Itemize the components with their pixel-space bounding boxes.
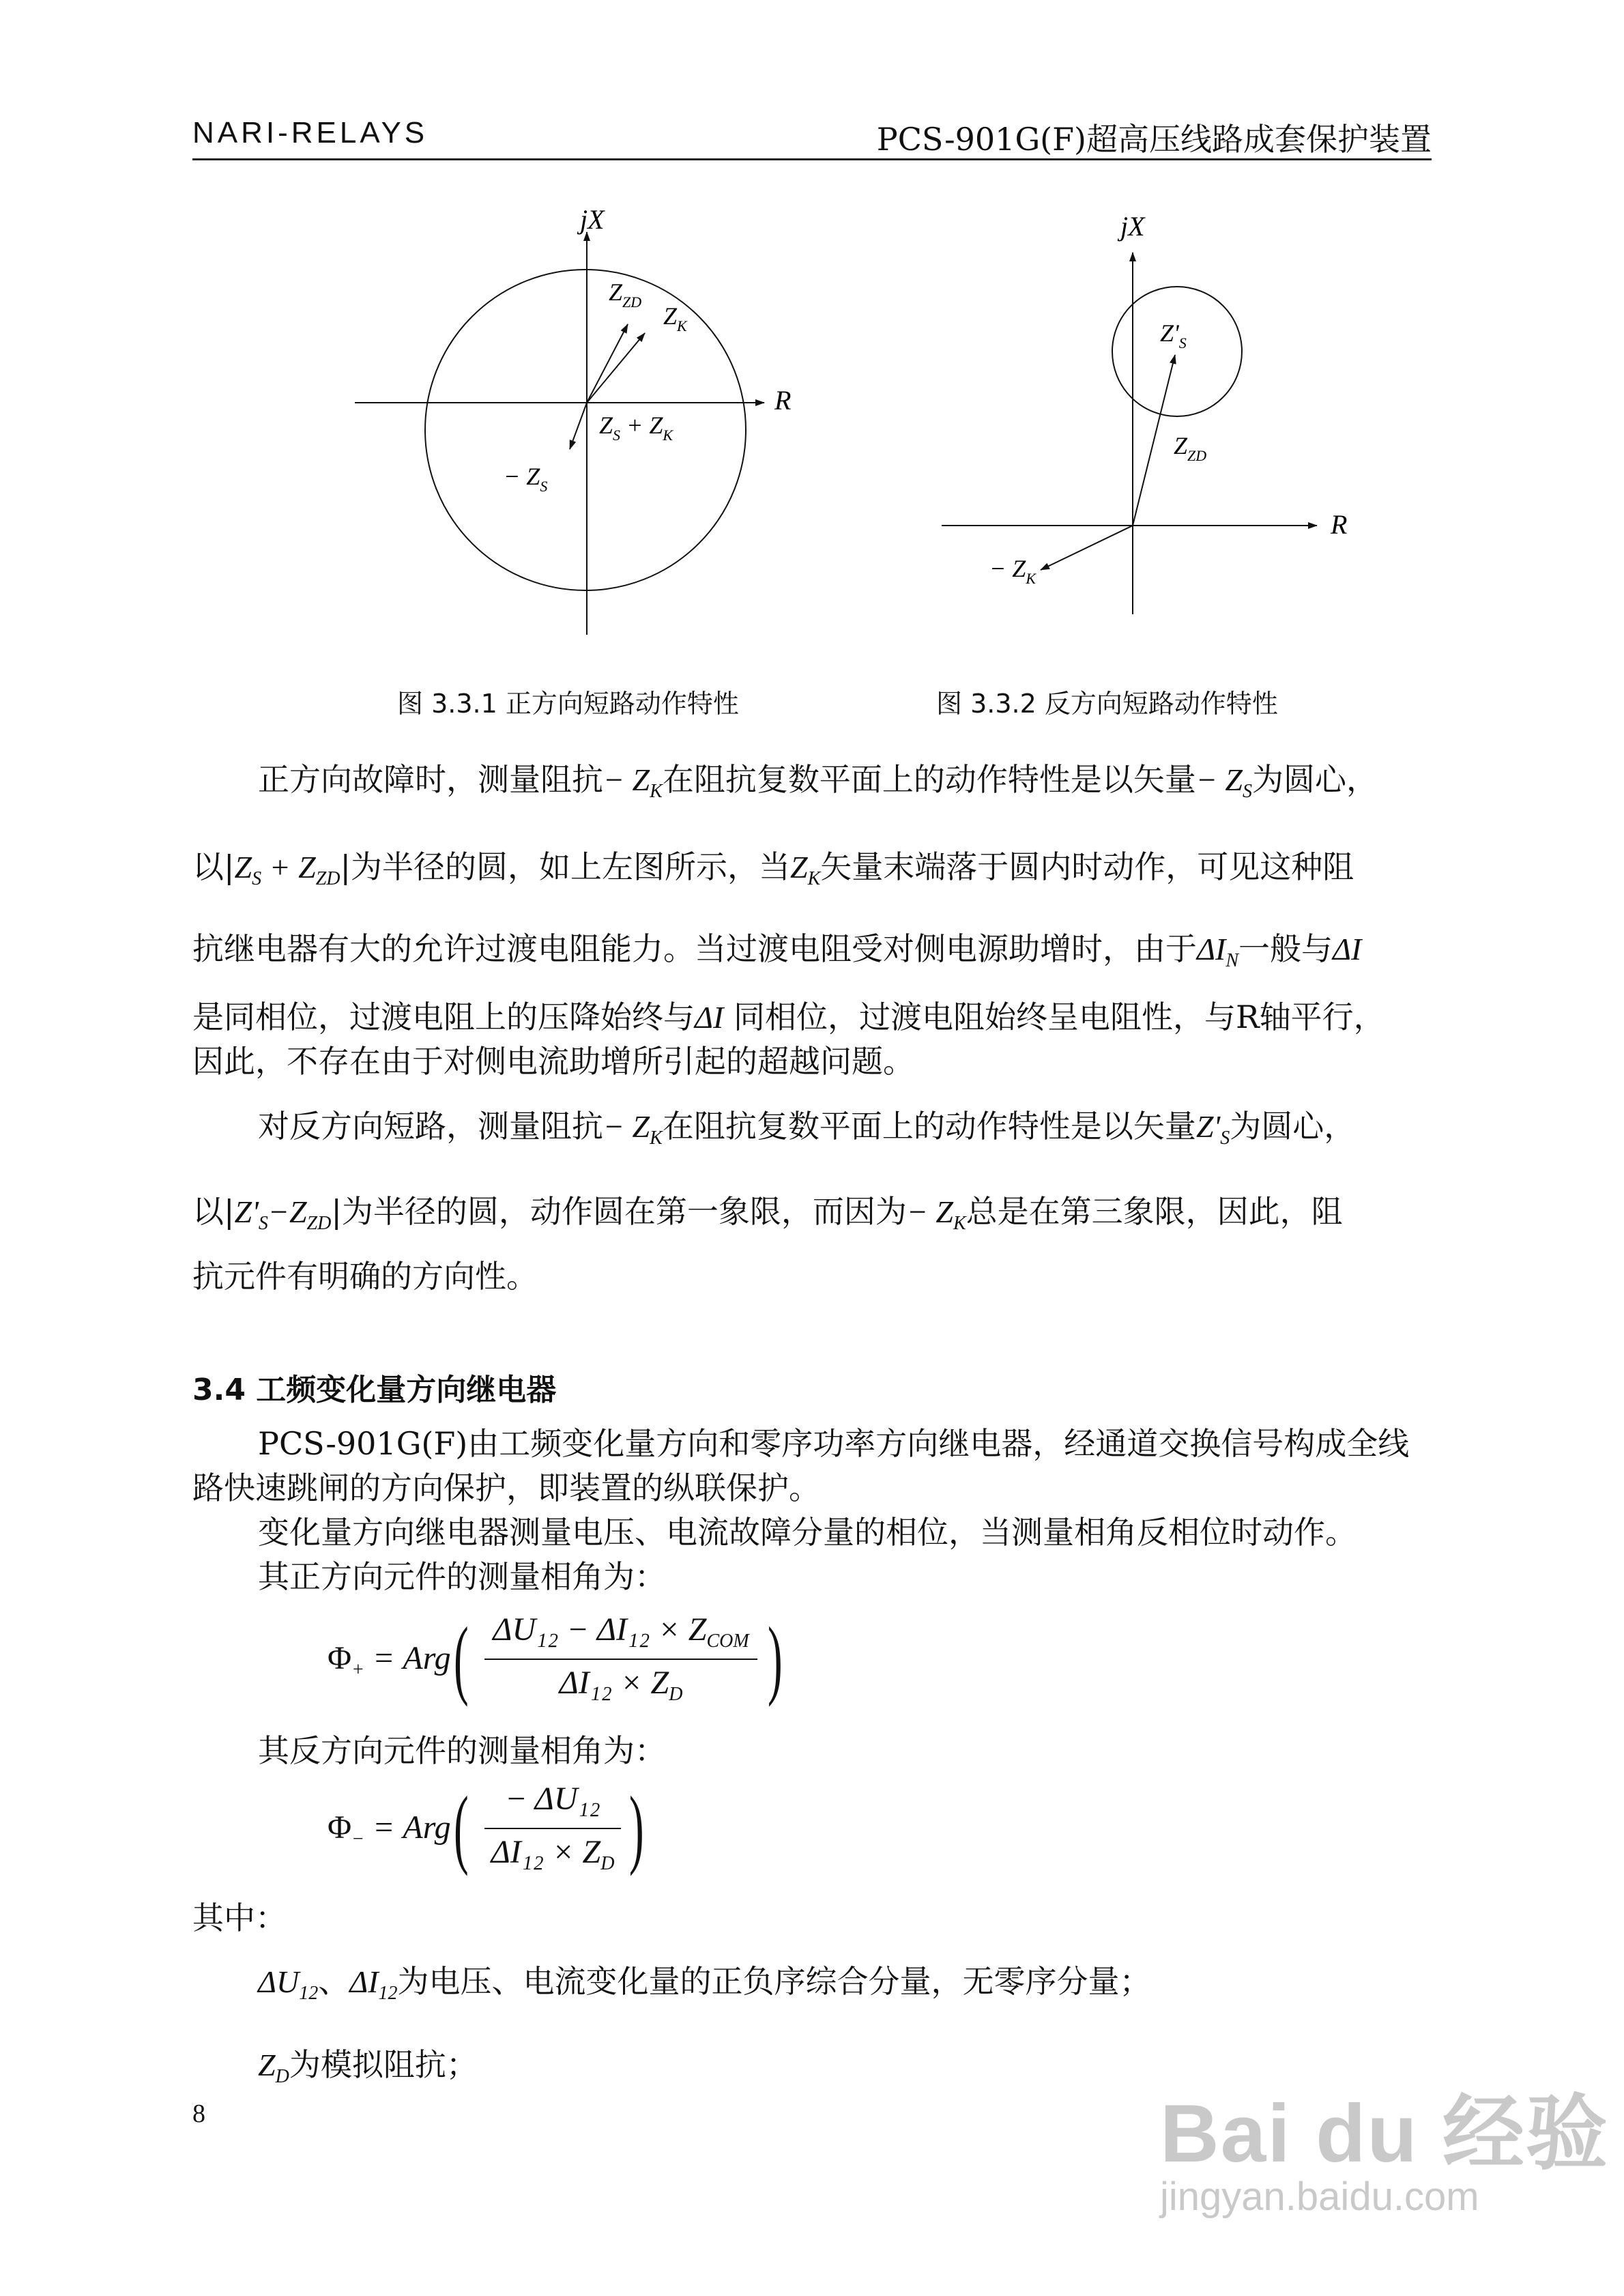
figure2-caption: 图 3.3.2 反方向短路动作特性 xyxy=(936,689,1278,719)
sub: D xyxy=(275,2066,289,2087)
label-zzd-sub: ZD xyxy=(1187,447,1207,464)
den-sub: D xyxy=(669,1684,683,1705)
sym: ΔI xyxy=(349,1964,379,1999)
y-axis-label: jX xyxy=(1120,211,1145,242)
sym: ΔI xyxy=(1197,932,1226,966)
svg-text:ZZD xyxy=(609,278,641,311)
sub: 12 xyxy=(299,1983,319,2004)
sym: −Z xyxy=(267,1194,307,1229)
lhs-sub: + xyxy=(351,1659,364,1680)
svg-text:− ZK xyxy=(989,555,1036,587)
label-neg-zk-sub: K xyxy=(1026,570,1036,587)
vector-zs xyxy=(1133,355,1175,526)
svg-text:ZZD xyxy=(1174,432,1206,464)
num-sub: COM xyxy=(706,1631,749,1652)
sym: − Z xyxy=(906,1194,953,1229)
text: 为模拟阻抗； xyxy=(289,2046,478,2083)
sym: Z xyxy=(258,2048,276,2082)
sym: Z xyxy=(234,850,252,885)
para1-line3 xyxy=(192,928,1432,981)
label-zs-sub: S xyxy=(1178,334,1187,351)
para3-line1: PCS-901G(F)由工频变化量方向和零序功率方向继电器，经通道交换信号构成全线 xyxy=(258,1425,1410,1462)
para3-line2: 路快速跳闸的方向保护，即装置的纵联保护。 xyxy=(192,1469,820,1506)
x-axis-label: R xyxy=(774,385,792,416)
label-sum-sub1: S xyxy=(613,427,621,444)
den: ΔI₁₂ × Z xyxy=(491,1834,601,1870)
svg-text:− ZS xyxy=(504,463,547,495)
watermark-url: jingyan.baidu.com xyxy=(1160,2175,1479,2219)
sym: Z' xyxy=(234,1194,259,1229)
vector-neg-zk xyxy=(1041,526,1133,570)
para1-line5: 因此，不存在由于对侧电流助增所引起的超越问题。 xyxy=(192,1043,914,1080)
label-neg-zk: − Z xyxy=(989,555,1026,582)
text: 总是在第三象限，因此，阻 xyxy=(966,1193,1343,1230)
sub: K xyxy=(807,868,821,889)
page-number: 8 xyxy=(192,2099,205,2128)
formula-numerator xyxy=(481,1780,624,1818)
label-neg-zs: − Z xyxy=(504,463,540,490)
right-paren: ) xyxy=(768,1609,783,1708)
vector-zk xyxy=(587,333,645,403)
sym: Z xyxy=(790,850,808,885)
right-paren: ) xyxy=(629,1779,644,1877)
left-paren: ( xyxy=(454,1609,469,1708)
num: − ΔU₁₂ xyxy=(505,1781,600,1817)
sym: − Z xyxy=(603,762,650,797)
y-axis-label: jX xyxy=(580,204,605,235)
section-heading: 3.4 工频变化量方向继电器 xyxy=(192,1373,557,1407)
den-sub: D xyxy=(600,1853,615,1874)
text: 一般与 xyxy=(1238,930,1333,967)
action-circle xyxy=(1112,287,1242,416)
sym: + Z xyxy=(261,850,316,885)
action-circle xyxy=(425,270,746,590)
header-rule xyxy=(192,158,1432,160)
sub: S xyxy=(258,1213,268,1234)
vector-neg-zs xyxy=(570,403,587,449)
text: 矢量末端落于圆内时动作，可见这种阻 xyxy=(820,848,1354,885)
text: 为半径的圆，动作圆在第一象限，而因为 xyxy=(341,1193,907,1230)
left-paren: ( xyxy=(454,1779,469,1877)
para1-line2: 以$|Z_S + Z_{ZD}|$为半径的圆，如上左图所示，当$Z_K$矢量末端落于圆内时动作，可见这种阻 xyxy=(192,848,1354,889)
text: 对反方向短路，测量阻抗 xyxy=(258,1108,603,1145)
sub: S xyxy=(1220,1128,1230,1149)
formula-denominator xyxy=(481,1833,624,1875)
fraction-bar xyxy=(484,1828,621,1829)
text: 为圆心， xyxy=(1230,1108,1356,1145)
para3-line7 xyxy=(192,1961,1432,2014)
sym: ΔI xyxy=(695,1000,724,1035)
formula-lhs xyxy=(328,1809,451,1850)
text: 正方向故障时，测量阻抗 xyxy=(258,761,603,798)
sub: 12 xyxy=(378,1983,398,2004)
label-sum-plus: + Z xyxy=(620,412,663,439)
figure1-caption: 图 3.3.1 正方向短路动作特性 xyxy=(397,689,739,719)
sym: − Z xyxy=(1195,762,1243,797)
watermark-brand: Bai du 经验 xyxy=(1160,2088,1610,2179)
para2-line1 xyxy=(192,1106,1432,1159)
label-sum: Z xyxy=(599,412,613,439)
header-left: NARI-RELAYS xyxy=(192,116,429,149)
text: 同相位，过渡电阻始终呈电阻性，与R轴平行， xyxy=(733,999,1385,1035)
formula-numerator xyxy=(481,1611,761,1652)
sub: K xyxy=(650,1128,663,1149)
formula-lhs xyxy=(328,1639,451,1681)
sub: N xyxy=(1226,950,1239,971)
label-zk: Z xyxy=(663,302,678,330)
para3-line6: 其中： xyxy=(192,1899,287,1936)
text: 为圆心， xyxy=(1251,761,1378,798)
text: 为电压、电流变化量的正负序综合分量，无零序分量； xyxy=(397,1963,1151,2000)
para2-line3: 抗元件有明确的方向性。 xyxy=(192,1258,538,1295)
label-zs: Z' xyxy=(1160,319,1179,347)
sym: ΔU xyxy=(258,1964,300,1999)
para3-line3: 变化量方向继电器测量电压、电流故障分量的相位，当测量相角反相位时动作。 xyxy=(258,1514,1357,1551)
sub: K xyxy=(953,1213,966,1234)
para3-line5: 其反方向元件的测量相角为： xyxy=(258,1732,666,1769)
sub: ZD xyxy=(306,1213,332,1234)
lhs-sub: − xyxy=(351,1828,364,1850)
formula-reverse xyxy=(321,1773,662,1882)
text: 以 xyxy=(192,848,224,885)
figure-forward-characteristic xyxy=(328,198,819,648)
sub: S xyxy=(252,868,262,889)
text: 为半径的圆，如上左图所示，当 xyxy=(351,848,791,885)
sym: ΔI xyxy=(1333,932,1362,966)
header-right: PCS-901G(F)超高压线路成套保护装置 xyxy=(876,121,1432,158)
phi: Φ xyxy=(328,1640,352,1676)
label-neg-zs-sub: S xyxy=(540,478,548,495)
text: 在阻抗复数平面上的动作特性是以矢量 xyxy=(662,1108,1196,1145)
para2-line2: 以$|Z'_S-Z_{ZD}|$为半径的圆，动作圆在第一象限，而因为− $Z_K$总是在第三象限，因此，阻 xyxy=(192,1193,1343,1234)
sub: K xyxy=(650,781,663,802)
vector-zzd xyxy=(587,324,628,403)
formula-denominator xyxy=(481,1664,761,1706)
arg: = Arg xyxy=(373,1809,451,1846)
arg: = Arg xyxy=(373,1640,451,1676)
svg-text:ZS + ZK xyxy=(599,412,673,444)
para3-line4: 其正方向元件的测量相角为： xyxy=(258,1558,666,1595)
text: 、 xyxy=(318,1963,350,2000)
sym: − Z xyxy=(603,1109,650,1144)
figure-reverse-characteristic xyxy=(908,198,1399,648)
text: 以 xyxy=(192,1193,224,1230)
label-zk-sub: K xyxy=(677,317,687,334)
label-zzd-sub: ZD xyxy=(622,293,642,311)
para1-line1 xyxy=(192,759,1432,812)
sub: ZD xyxy=(315,868,340,889)
text: 抗继电器有大的允许过渡电阻能力。当过渡电阻受对侧电源助增时，由于 xyxy=(192,930,1197,967)
label-zzd: Z xyxy=(1174,432,1188,459)
label-zzd: Z xyxy=(609,278,623,306)
svg-text:Z'S xyxy=(1160,319,1187,351)
svg-text:ZK xyxy=(663,302,688,334)
phi: Φ xyxy=(328,1809,352,1846)
para1-line4 xyxy=(192,996,1432,1038)
sym: Z' xyxy=(1195,1109,1221,1144)
text: 是同相位，过渡电阻上的压降始终与 xyxy=(192,999,695,1035)
text: 在阻抗复数平面上的动作特性是以矢量 xyxy=(662,761,1196,798)
num: ΔU₁₂ − ΔI₁₂ × Z xyxy=(493,1611,707,1648)
formula-forward xyxy=(321,1604,798,1713)
sub: S xyxy=(1242,781,1252,802)
fraction-bar xyxy=(484,1659,757,1660)
label-sum-sub2: K xyxy=(663,427,673,444)
den: ΔI₁₂ × Z xyxy=(559,1665,669,1701)
x-axis-label: R xyxy=(1331,509,1348,540)
